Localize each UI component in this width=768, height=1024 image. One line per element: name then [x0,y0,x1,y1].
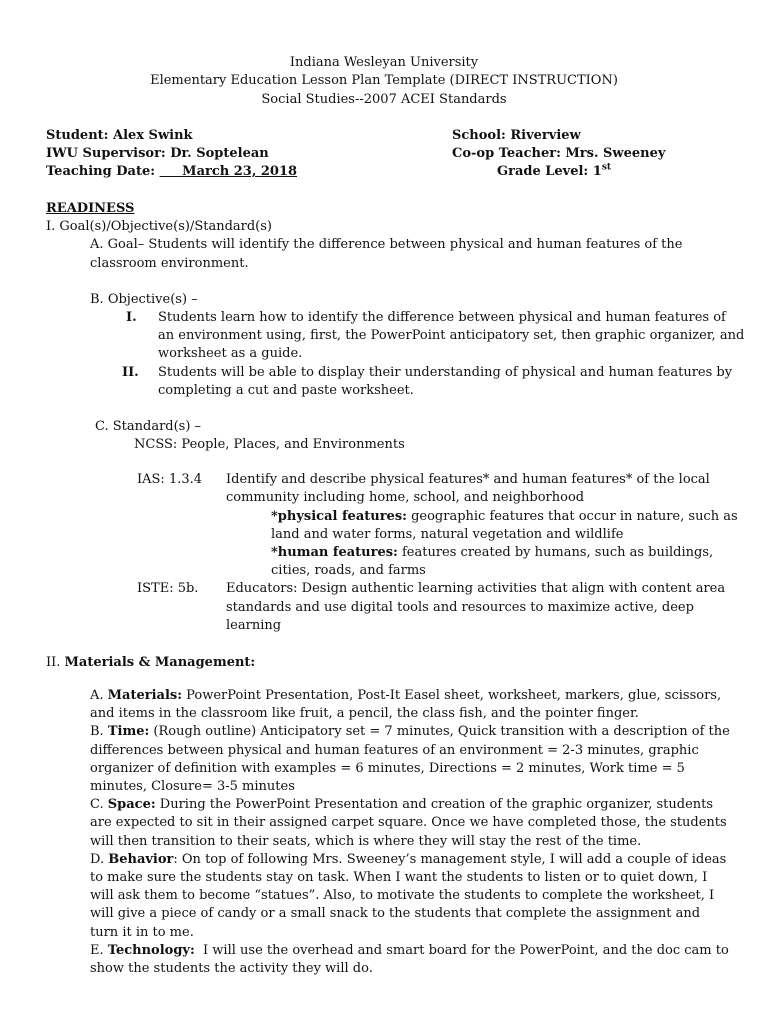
school: School: Riverview [452,128,581,143]
iste-line3: learning [226,618,282,633]
objective-1-number: I. [126,310,137,325]
item-a-materials [90,687,730,723]
physical-features-label: *physical features: [271,509,407,524]
objective-2-line2: completing a cut and paste worksheet. [158,383,414,398]
item-e-label: Technology: [107,942,195,958]
goals-heading: I. Goal(s)/Objective(s)/Standard(s) [46,219,272,234]
ias-line2: community including home, school, and neighborhood [226,490,585,505]
item-e-prefix: E. [90,942,108,958]
item-c-text: During the PowerPoint Presentation and creation of the graphic organizer, students are expected to sit in their assigned carpet square. Once we have completed those, the students will then transition to their seats, which is where they will stay the rest of the time. [90,797,727,849]
materials-section [90,687,733,978]
item-b-time [90,723,730,796]
standards-heading: C. Standard(s) – [95,419,202,434]
item-d-behavior [90,851,730,942]
teaching-date-label: Teaching Date: [46,164,160,179]
iste-line2: standards and use digital tools and resources to maximize active, deep [226,600,694,615]
item-a-text: PowerPoint Presentation, Post-It Easel sheet, worksheet, markers, glue, scissors, and items in the classroom like fruit, a pencil, the class fish, and the pointer finger. [90,688,722,722]
item-e-text: I will use the overhead and smart board for the PowerPoint, and the doc cam to show the students the activity they will do. [90,942,733,977]
header-university: Indiana Wesleyan University [289,55,479,70]
item-d-text: : On top of following Mrs. Sweeney’s management style, I will add a couple of ideas to make sure the students stay on task. When I want the students to listen or to quiet down, I will ask them to become “statues”. Also, to motivate the students to complete the worksheet, I will give a piece of candy or a small snack to the students that complete the assignment and turn it in to me. [90,851,727,940]
human-features-def: features created by humans, such as buildings, [397,545,714,560]
item-c-space [90,796,730,851]
item-e-technology [90,942,733,978]
physical-features-line2: land and water forms, natural vegetation and wildlife [271,527,624,542]
readiness-heading: READINESS [46,201,135,216]
grade-level-suffix: st [601,162,612,173]
iste-label: ISTE: 5b. [137,581,199,596]
item-c-label: Space: [107,797,156,813]
ncss-standard: NCSS: People, Places, and Environments [134,437,405,452]
header-standards: Social Studies--2007 ACEI Standards [261,92,507,107]
coop-teacher: Co-op Teacher: Mrs. Sweeney [452,146,666,161]
item-c-prefix: C. [90,797,108,813]
item-d-label: Behavior [108,851,174,867]
ias-line1: Identify and describe physical features* and human features* of the local [226,472,710,487]
objective-1-line2: an environment using, first, the PowerPoint anticipatory set, then graphic organizer, and [158,328,745,343]
human-features-line1 [271,544,713,562]
item-a-prefix: A. [90,688,108,703]
objective-1-line1: Students learn how to identify the difference between physical and human features of [158,310,726,325]
physical-features-def: geographic features that occur in nature, such as [406,509,738,524]
grade-level-label: Grade Level: 1 [497,164,602,179]
teaching-date [46,163,325,181]
item-a-label: Materials: [107,688,183,703]
grade-level [497,163,611,181]
materials-heading-text: Materials & Management: [64,655,256,670]
teaching-date-value: March 23, 2018 [159,164,298,179]
iste-line1: Educators: Design authentic learning activities that align with content area [226,581,726,596]
objective-2-line1: Students will be able to display their understanding of physical and human features by [158,365,733,380]
header-template-title: Elementary Education Lesson Plan Template (DIRECT INSTRUCTION) [150,73,618,88]
item-b-label: Time: [107,724,150,740]
item-b-prefix: B. [90,724,108,740]
goal-a-line1: A. Goal– Students will identify the difference between physical and human features of the [90,237,683,252]
human-features-label: *human features: [271,545,398,560]
student-name: Student: Alex Swink [46,128,193,143]
objectives-heading: B. Objective(s) – [90,292,198,307]
iwu-supervisor: IWU Supervisor: Dr. Soptelean [46,146,269,161]
item-b-text: (Rough outline) Anticipatory set = 7 minutes, Quick transition with a description of the differences between physical and human features of an environment = 2-3 minutes, graphic organizer of definition with examples = 6 minutes, Directions = 2 minutes, Work time = 5 minutes, Closure= 3-5 minutes [90,724,730,795]
physical-features-line1 [271,508,738,526]
goal-a-line2: classroom environment. [90,256,249,271]
materials-heading-prefix: II. [46,655,65,670]
human-features-line2: cities, roads, and farms [271,563,426,578]
ias-label: IAS: 1.3.4 [137,472,203,487]
objective-1-line3: worksheet as a guide. [158,346,303,361]
item-d-prefix: D. [90,851,109,867]
objective-2-number: II. [122,365,139,380]
materials-management-heading [46,654,255,672]
